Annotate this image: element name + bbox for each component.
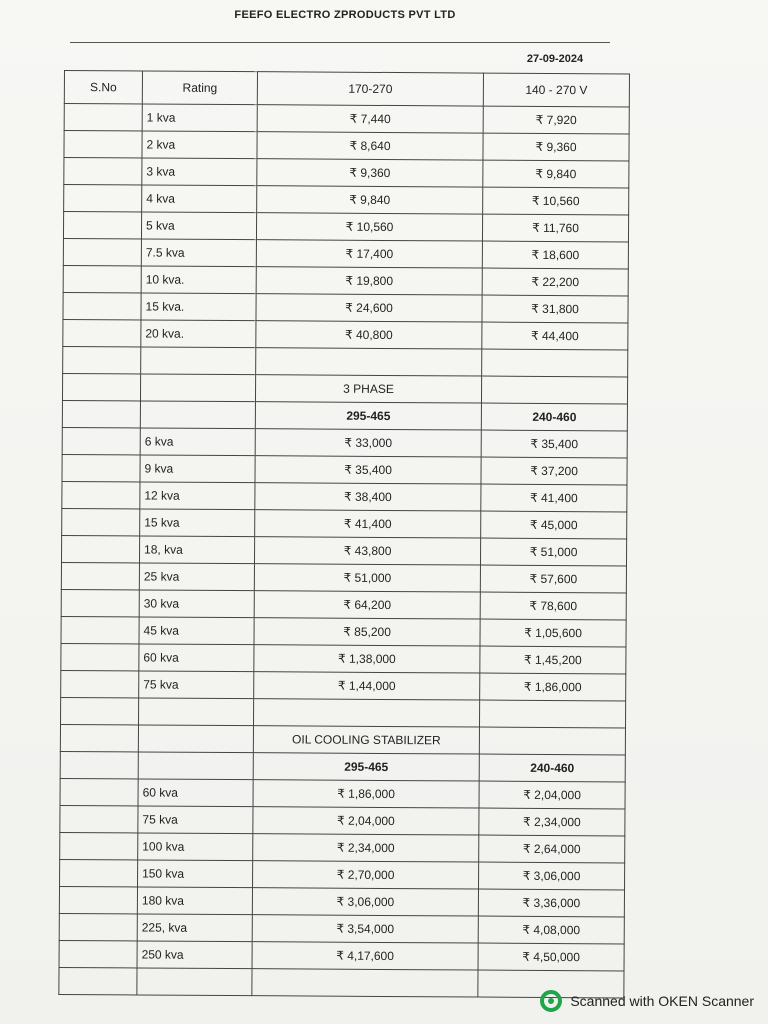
cell-rating: 4 kva xyxy=(142,185,257,213)
cell-rating: 45 kva xyxy=(139,617,254,645)
table-row xyxy=(62,508,627,538)
cell-rating: 180 kva xyxy=(137,887,252,915)
table-row xyxy=(61,562,626,592)
scanner-text: Scanned with OKEN Scanner xyxy=(570,993,754,1009)
table-row xyxy=(62,481,627,511)
cell-rating: 225, kva xyxy=(137,914,252,942)
table-header-row xyxy=(64,71,629,107)
section-range-1: 295-465 xyxy=(253,753,479,781)
cell-rating: 15 kva. xyxy=(141,293,256,321)
cell-price-2: ₹ 37,200 xyxy=(481,457,627,485)
cell-empty xyxy=(62,400,140,427)
cell-empty xyxy=(479,700,625,728)
cell-price-1: ₹ 8,640 xyxy=(257,132,483,160)
cell-price-2: ₹ 44,400 xyxy=(482,322,628,350)
cell-price-1: ₹ 3,06,000 xyxy=(252,888,478,916)
cell-empty xyxy=(59,967,137,994)
cell-empty xyxy=(253,699,479,727)
cell-price-1: ₹ 2,70,000 xyxy=(253,861,479,889)
cell-sno xyxy=(64,158,142,185)
cell-sno xyxy=(59,913,137,940)
header-range-1: 170-270 xyxy=(257,72,483,106)
document-date: 27-09-2024 xyxy=(526,53,584,65)
cell-price-1: ₹ 4,17,600 xyxy=(252,942,478,970)
cell-price-1: ₹ 1,44,000 xyxy=(254,672,480,700)
table-row xyxy=(61,616,626,646)
cell-price-2: ₹ 1,05,600 xyxy=(480,619,626,647)
cell-empty xyxy=(482,349,628,377)
cell-rating: 75 kva xyxy=(138,806,253,834)
scanner-logo-icon xyxy=(540,990,562,1012)
cell-empty xyxy=(479,727,625,755)
cell-rating: 60 kva xyxy=(138,779,253,807)
cell-sno xyxy=(61,670,139,697)
cell-rating: 150 kva xyxy=(138,860,253,888)
table-row xyxy=(61,670,626,700)
section-header-row xyxy=(60,751,625,781)
cell-price-1: ₹ 33,000 xyxy=(255,429,481,457)
cell-price-2: ₹ 7,920 xyxy=(483,106,629,134)
cell-price-1: ₹ 2,34,000 xyxy=(253,834,479,862)
section-title: 3 PHASE xyxy=(255,375,481,403)
cell-sno xyxy=(60,859,138,886)
table-row xyxy=(60,805,625,835)
cell-price-1: ₹ 40,800 xyxy=(256,321,482,349)
cell-price-2: ₹ 3,06,000 xyxy=(479,862,625,890)
cell-price-2: ₹ 57,600 xyxy=(480,565,626,593)
cell-rating: 6 kva xyxy=(140,428,255,456)
section-header-row xyxy=(62,400,627,430)
cell-price-1: ₹ 35,400 xyxy=(255,456,481,484)
cell-price-2: ₹ 9,360 xyxy=(483,133,629,161)
blank-row xyxy=(63,346,628,376)
cell-sno xyxy=(63,212,141,239)
table-row xyxy=(60,778,625,808)
cell-price-2: ₹ 4,08,000 xyxy=(478,916,624,944)
cell-rating: 100 kva xyxy=(138,833,253,861)
cell-price-2: ₹ 22,200 xyxy=(482,268,628,296)
cell-rating: 15 kva xyxy=(140,509,255,537)
cell-rating: 75 kva xyxy=(139,671,254,699)
cell-empty xyxy=(141,347,256,375)
cell-rating: 2 kva xyxy=(142,131,257,159)
cell-price-1: ₹ 24,600 xyxy=(256,294,482,322)
cell-rating: 25 kva xyxy=(139,563,254,591)
cell-sno xyxy=(62,427,140,454)
table-row xyxy=(63,319,628,349)
cell-price-1: ₹ 51,000 xyxy=(254,564,480,592)
cell-rating: 20 kva. xyxy=(141,320,256,348)
cell-rating: 10 kva. xyxy=(141,266,256,294)
table-row xyxy=(64,158,629,188)
table-row xyxy=(60,832,625,862)
cell-empty xyxy=(481,376,627,404)
cell-price-2: ₹ 2,04,000 xyxy=(479,781,625,809)
table-row xyxy=(63,238,628,268)
cell-rating: 250 kva xyxy=(137,941,252,969)
cell-price-1: ₹ 85,200 xyxy=(254,618,480,646)
cell-price-1: ₹ 43,800 xyxy=(254,537,480,565)
cell-price-1: ₹ 1,86,000 xyxy=(253,780,479,808)
cell-empty xyxy=(138,752,253,780)
cell-price-2: ₹ 2,34,000 xyxy=(479,808,625,836)
cell-price-1: ₹ 2,04,000 xyxy=(253,807,479,835)
cell-price-2: ₹ 2,64,000 xyxy=(479,835,625,863)
cell-rating: 18, kva xyxy=(139,536,254,564)
cell-sno xyxy=(64,104,142,131)
cell-empty xyxy=(137,968,252,996)
cell-sno xyxy=(60,778,138,805)
cell-sno xyxy=(61,616,139,643)
table-row xyxy=(62,454,627,484)
table-row xyxy=(63,292,628,322)
cell-sno xyxy=(63,292,141,319)
cell-sno xyxy=(59,886,137,913)
table-row xyxy=(61,589,626,619)
cell-price-2: ₹ 31,800 xyxy=(482,295,628,323)
table-row xyxy=(60,859,625,889)
cell-sno xyxy=(63,238,141,265)
cell-rating: 9 kva xyxy=(140,455,255,483)
oil-cooling-title-row xyxy=(60,724,625,754)
cell-rating: 12 kva xyxy=(140,482,255,510)
cell-sno xyxy=(64,185,142,212)
cell-empty xyxy=(140,401,255,429)
table-row xyxy=(64,131,629,161)
cell-price-1: ₹ 3,54,000 xyxy=(252,915,478,943)
cell-empty xyxy=(63,346,141,373)
section-range-2: 240-460 xyxy=(481,403,627,431)
cell-price-1: ₹ 19,800 xyxy=(256,267,482,295)
cell-price-1: ₹ 41,400 xyxy=(255,510,481,538)
table-row xyxy=(61,535,626,565)
cell-sno xyxy=(61,643,139,670)
cell-price-1: ₹ 17,400 xyxy=(256,240,482,268)
cell-price-2: ₹ 45,000 xyxy=(481,511,627,539)
cell-sno xyxy=(63,319,141,346)
cell-price-2: ₹ 9,840 xyxy=(483,160,629,188)
cell-price-1: ₹ 7,440 xyxy=(257,105,483,133)
cell-empty xyxy=(62,373,140,400)
cell-price-2: ₹ 51,000 xyxy=(480,538,626,566)
table-row xyxy=(63,265,628,295)
header-rating: Rating xyxy=(142,71,257,105)
cell-sno xyxy=(60,832,138,859)
table-body xyxy=(59,104,629,998)
section-range-1: 295-465 xyxy=(255,402,481,430)
scanner-watermark xyxy=(540,990,754,1012)
cell-price-2: ₹ 1,86,000 xyxy=(480,673,626,701)
table-row xyxy=(59,940,624,970)
cell-rating: 7.5 kva xyxy=(141,239,256,267)
cell-rating: 30 kva xyxy=(139,590,254,618)
cell-price-1: ₹ 10,560 xyxy=(256,213,482,241)
cell-rating: 1 kva xyxy=(142,104,257,132)
cell-price-1: ₹ 9,840 xyxy=(257,186,483,214)
table-row xyxy=(64,185,629,215)
cell-empty xyxy=(138,725,253,753)
cell-sno xyxy=(62,481,140,508)
cell-sno xyxy=(61,562,139,589)
cell-sno xyxy=(59,940,137,967)
cell-sno xyxy=(61,535,139,562)
cell-price-1: ₹ 9,360 xyxy=(257,159,483,187)
cell-empty xyxy=(60,751,138,778)
cell-price-2: ₹ 78,600 xyxy=(480,592,626,620)
cell-price-1: ₹ 64,200 xyxy=(254,591,480,619)
cell-price-2: ₹ 41,400 xyxy=(481,484,627,512)
cell-sno xyxy=(62,454,140,481)
table-row xyxy=(59,913,624,943)
cell-price-2: ₹ 18,600 xyxy=(482,241,628,269)
cell-sno xyxy=(64,131,142,158)
table-row xyxy=(63,212,628,242)
section-range-2: 240-460 xyxy=(479,754,625,782)
cell-price-2: ₹ 1,45,200 xyxy=(480,646,626,674)
cell-price-1: ₹ 38,400 xyxy=(255,483,481,511)
company-name: FEEFO ELECTRO ZPRODUCTS PVT LTD xyxy=(234,9,456,21)
header-sno: S.No xyxy=(64,71,142,104)
cell-price-2: ₹ 35,400 xyxy=(481,430,627,458)
cell-rating: 60 kva xyxy=(139,644,254,672)
cell-sno xyxy=(63,265,141,292)
table-row xyxy=(64,104,629,134)
cell-sno xyxy=(61,589,139,616)
cell-sno xyxy=(62,508,140,535)
header-range-2: 140 - 270 V xyxy=(483,73,629,107)
blank-row xyxy=(59,967,624,997)
cell-price-2: ₹ 3,36,000 xyxy=(478,889,624,917)
table-row xyxy=(61,643,626,673)
cell-price-2: ₹ 11,760 xyxy=(482,214,628,242)
cell-empty xyxy=(61,697,139,724)
table-row xyxy=(59,886,624,916)
price-table xyxy=(58,70,630,998)
cell-empty xyxy=(140,374,255,402)
cell-price-2: ₹ 10,560 xyxy=(483,187,629,215)
blank-row xyxy=(61,697,626,727)
cell-price-1: ₹ 1,38,000 xyxy=(254,645,480,673)
cell-empty xyxy=(252,969,478,997)
table-row xyxy=(62,427,627,457)
top-divider xyxy=(70,42,610,43)
section-title: OIL COOLING STABILIZER xyxy=(253,726,479,754)
cell-rating: 5 kva xyxy=(141,212,256,240)
cell-sno xyxy=(60,805,138,832)
three-phase-title-row xyxy=(62,373,627,403)
cell-empty xyxy=(256,348,482,376)
cell-empty xyxy=(139,698,254,726)
cell-empty xyxy=(60,724,138,751)
cell-price-2: ₹ 4,50,000 xyxy=(478,943,624,971)
cell-rating: 3 kva xyxy=(142,158,257,186)
